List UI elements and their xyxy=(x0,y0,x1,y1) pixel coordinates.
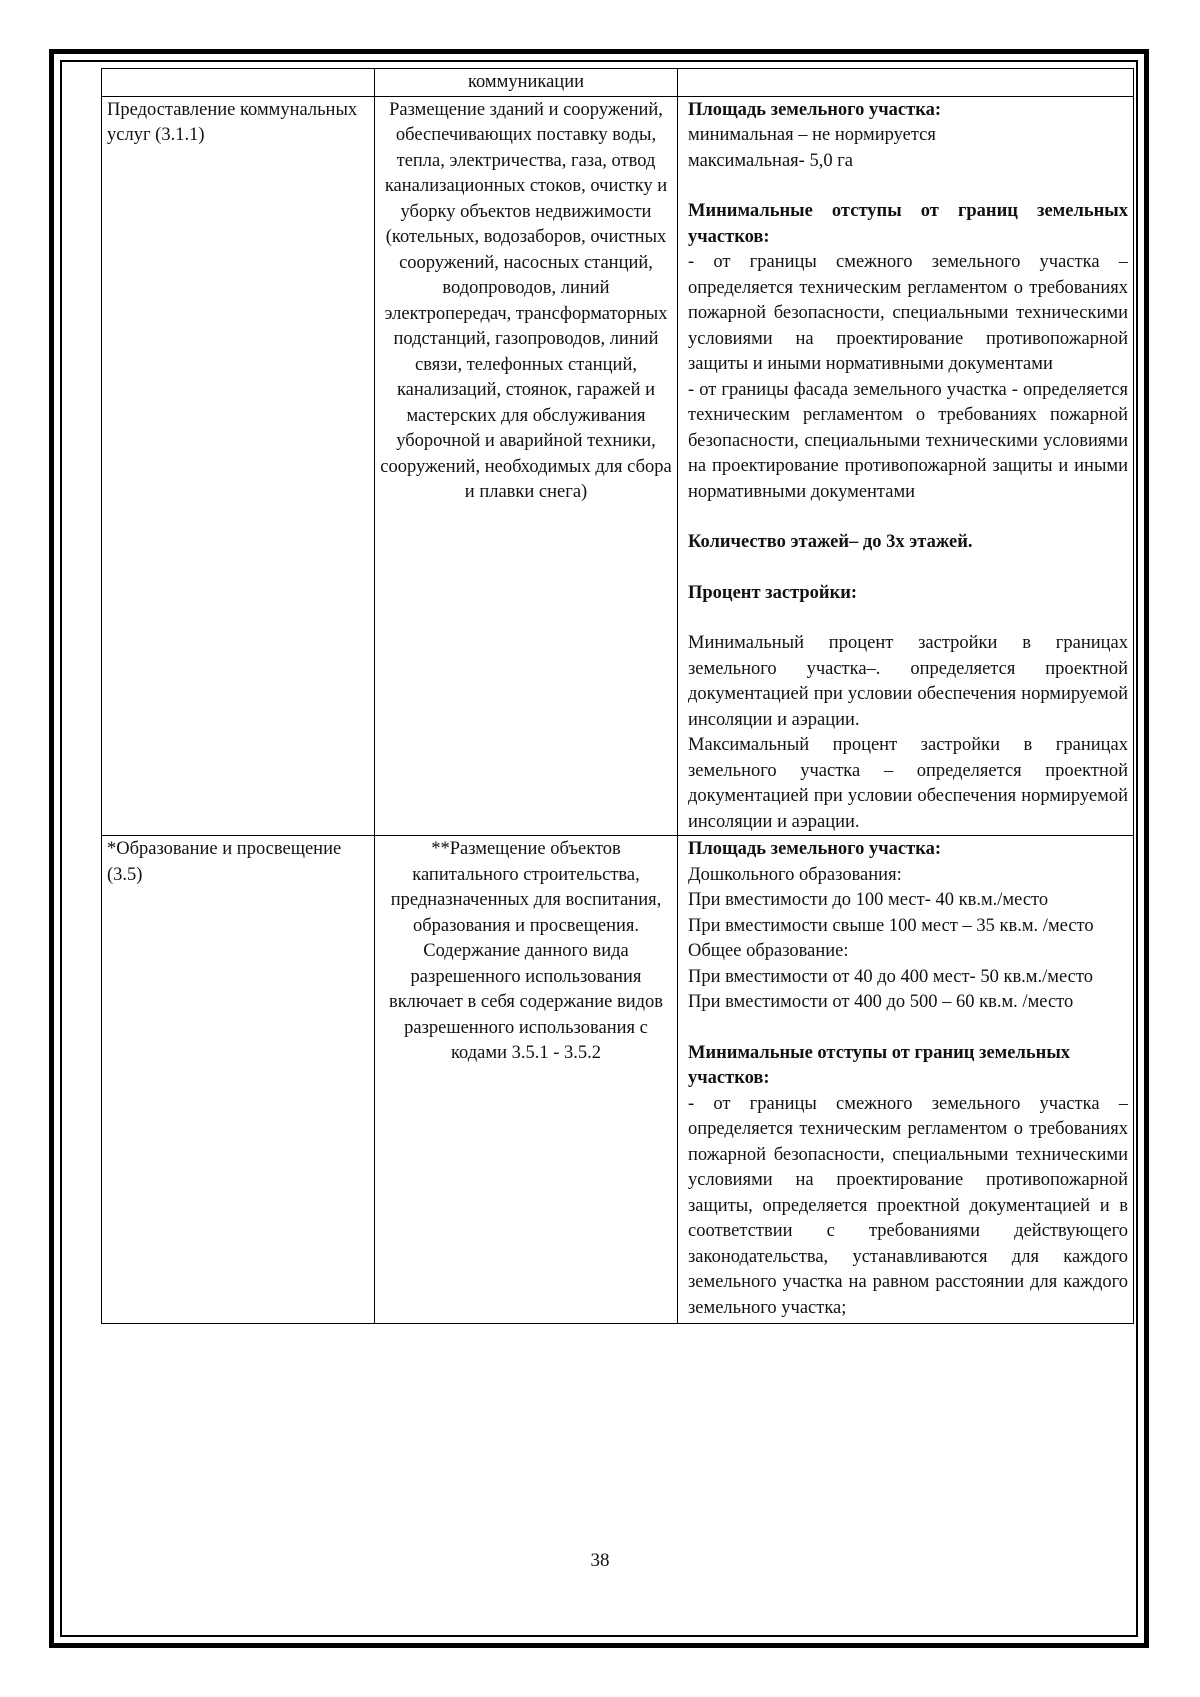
area-min: минимальная – не нормируется xyxy=(688,125,936,145)
cell-continued-text: коммуникации xyxy=(375,69,678,97)
setback-facade: - от границы фасада земельного участка - определяется техническим регламентом о требованиях пожарной безопасности, специальными техническими условиями на проектирование противопожарной защиты и иными нормативными документами xyxy=(688,379,1128,502)
setback-adjacent: - от границы смежного земельного участка – определяется техническим регламентом о требованиях пожарной безопасности, специальными техническими условиями на проектирование противопожарной защиты, определяется проектной документацией и в соответствии с требованиями действующего законодательства, устанавливаются для каждого земельного участка на равном расстоянии для каждого земельного участка; xyxy=(688,1093,1128,1318)
use-type-name: *Образование и просвещение (3.5) xyxy=(102,836,375,1324)
use-type-description: **Размещение объектов капитального строительства, предназначенных для воспитания, образования и просвещения. Содержание данного вида разрешенного использования включает в себя содержание видов разрешенного использования с кодами 3.5.1 - 3.5.2 xyxy=(375,836,678,1324)
use-type-name: Предоставление коммунальных услуг (3.1.1) xyxy=(102,96,375,836)
general-400-500: При вместимости от 400 до 500 – 60 кв.м. /место xyxy=(688,992,1074,1012)
parameters-cell xyxy=(678,96,1134,836)
area-heading: Площадь земельного участка: xyxy=(688,99,942,120)
floors-limit: Количество этажей– до 3х этажей. xyxy=(688,532,973,552)
use-type-description: Размещение зданий и сооружений, обеспечивающих поставку воды, тепла, электричества, газа, отвод канализационных стоков, очистку и уборку объектов недвижимости (котельных, водозаборов, очистных сооружений, насосных станций, водопроводов, линий электропередач, трансформаторных подстанций, газопроводов, линий связи, телефонных станций, канализаций, стоянок, гаражей и мастерских для обслуживания уборочной и аварийной техники, сооружений, необходимых для сбора и плавки снега) xyxy=(375,96,678,836)
setbacks-heading: Минимальные отступы от границ земельных участков: xyxy=(688,1042,1071,1088)
parameters-cell xyxy=(678,836,1134,1324)
general-label: Общее образование: xyxy=(688,941,849,961)
cell-empty xyxy=(678,69,1134,97)
table-row xyxy=(102,96,1134,836)
preschool-le100: При вместимости до 100 мест- 40 кв.м./место xyxy=(688,890,1049,910)
cell-empty xyxy=(102,69,375,97)
preschool-gt100: При вместимости свыше 100 мест – 35 кв.м. /место xyxy=(688,915,1094,936)
area-max: максимальная- 5,0 га xyxy=(688,150,854,171)
page-number: 38 xyxy=(590,1550,610,1571)
general-40-400: При вместимости от 40 до 400 мест- 50 кв.м./место xyxy=(688,966,1093,987)
area-heading: Площадь земельного участка: xyxy=(688,839,942,859)
coverage-max: Максимальный процент застройки в границах земельного участка – определяется проектной документацией при условии обеспечения нормируемой инсоляции и аэрации. xyxy=(688,735,1128,832)
regulations-table xyxy=(101,68,1134,1324)
preschool-label: Дошкольного образования: xyxy=(688,864,902,885)
setback-adjacent: - от границы смежного земельного участка – определяется техническим регламентом о требованиях пожарной безопасности, специальными техническими условиями на проектирование противопожарной защиты и иными нормативными документами xyxy=(688,252,1128,374)
coverage-min: Минимальный процент застройки в границах земельного участка–. определяется проектной документацией при условии обеспечения нормируемой инсоляции и аэрации. xyxy=(688,633,1128,730)
table-row xyxy=(102,69,1134,97)
table-row xyxy=(102,836,1134,1324)
coverage-heading: Процент застройки: xyxy=(688,582,858,603)
setbacks-heading: Минимальные отступы от границ земельных участков: xyxy=(688,201,1128,247)
